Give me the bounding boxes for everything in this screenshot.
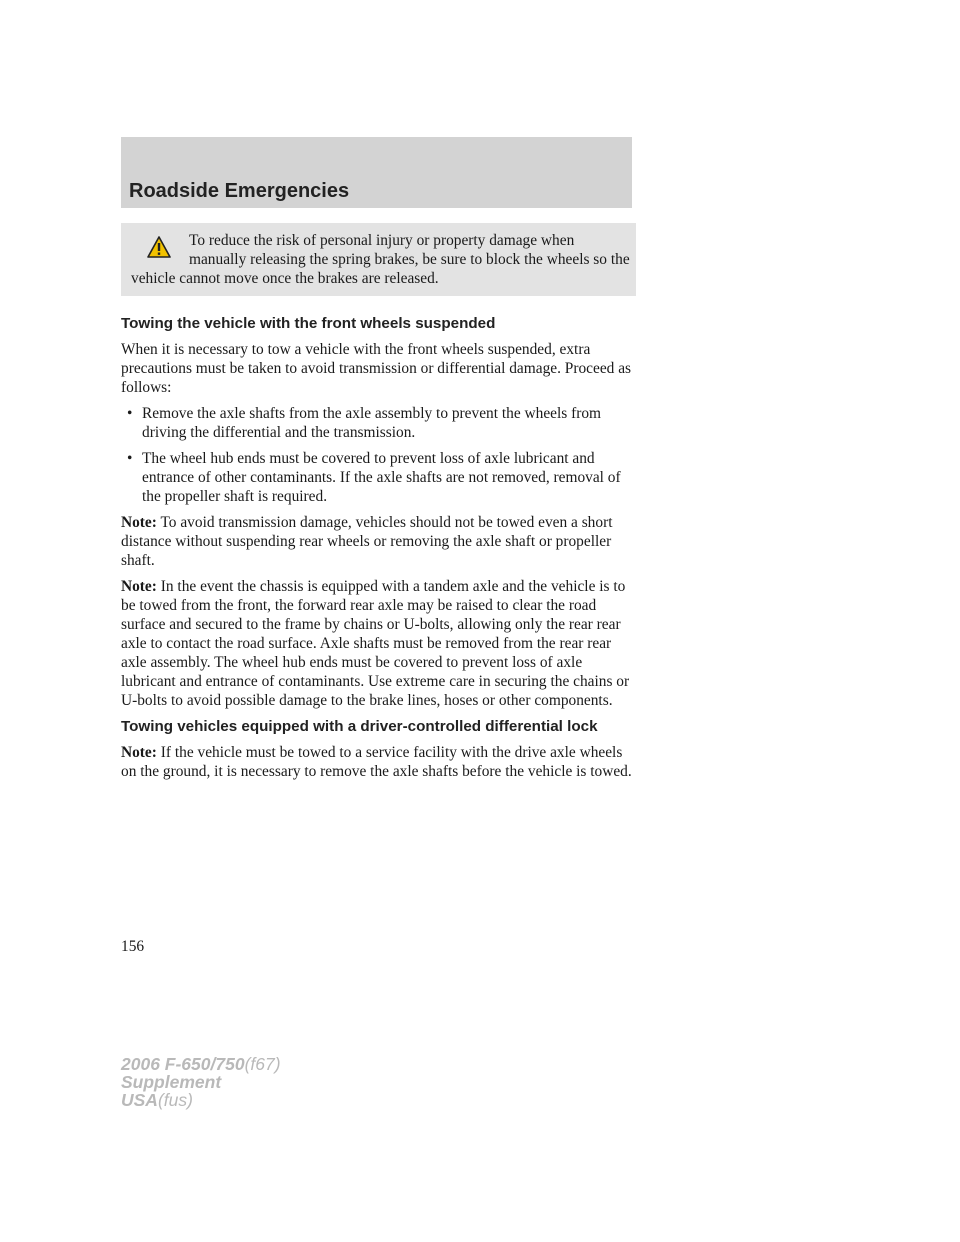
section-title: Roadside Emergencies: [129, 180, 350, 202]
note-label: Note:: [121, 744, 157, 761]
footer-market-code: (fus): [157, 1090, 193, 1110]
note-paragraph: [121, 513, 636, 570]
warning-triangle-icon: [131, 231, 189, 269]
footer-market: USA: [121, 1090, 158, 1110]
list-item: [121, 449, 636, 506]
document-footer: [121, 1055, 281, 1109]
list-item-text: The wheel hub ends must be covered to prevent loss of axle lubricant and entrance of other contaminants. If the axle shafts are not removed, removal of the propeller shaft is required.: [142, 450, 621, 505]
note-text: If the vehicle must be towed to a service facility with the drive axle wheels on the ground, it is necessary to remove the axle shafts before the vehicle is towed.: [121, 744, 632, 780]
note-paragraph: [121, 577, 636, 710]
heading-differential-lock: Towing vehicles equipped with a driver-controlled differential lock: [121, 718, 598, 735]
bullet-icon: •: [127, 405, 133, 422]
page-number: 156: [121, 938, 145, 955]
heading-front-wheels-suspended: Towing the vehicle with the front wheels suspended: [121, 315, 496, 332]
note-paragraph: [121, 743, 636, 781]
list-item: [121, 404, 636, 442]
page-content: [121, 314, 636, 788]
warning-box: [121, 223, 636, 296]
procedure-list: [121, 404, 636, 506]
footer-model-code: (f67): [244, 1054, 281, 1074]
footer-doc-type: Supplement: [121, 1072, 222, 1092]
note-text: To avoid transmission damage, vehicles should not be towed even a short distance without suspending rear wheels or removing the axle shaft or propeller shaft.: [121, 514, 613, 569]
warning-text: To reduce the risk of personal injury or property damage when manually releasing the spring brakes, be sure to block the wheels so the vehicle cannot move once the brakes are released.: [131, 232, 630, 287]
intro-paragraph: When it is necessary to tow a vehicle with the front wheels suspended, extra precautions must be taken to avoid transmission or differential damage. Proceed as follows:: [121, 341, 632, 396]
note-label: Note:: [121, 514, 157, 531]
list-item-text: Remove the axle shafts from the axle assembly to prevent the wheels from driving the differential and the transmission.: [142, 405, 602, 441]
bullet-icon: •: [127, 450, 133, 467]
note-label: Note:: [121, 578, 157, 595]
section-header-band: [121, 137, 632, 208]
note-text: In the event the chassis is equipped with a tandem axle and the vehicle is to be towed from the front, the forward rear axle may be raised to clear the road surface and secured to the frame by chains or U-bolts, allowing only the rear rear axle to contact the road surface. Axle shafts must be removed from the rear rear axle assembly. The wheel hub ends must be covered to prevent loss of axle lubricant and entrance of contaminants. Use extreme care in securing the chains or U-bolts to avoid possible damage to the brake lines, hoses or other components.: [121, 578, 630, 709]
footer-model: 2006 F-650/750: [121, 1054, 245, 1074]
footer-market-line: [121, 1091, 281, 1109]
footer-model-line: [121, 1055, 281, 1073]
